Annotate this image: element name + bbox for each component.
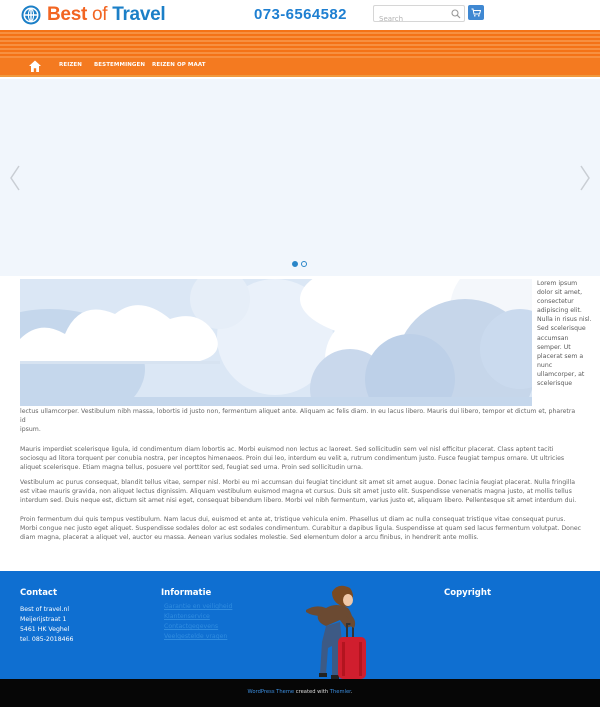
- traveler-with-suitcase-image: [296, 582, 372, 679]
- nav-item-reizen-op-maat[interactable]: REIZEN OP MAAT: [152, 62, 206, 68]
- paragraph-1: [20, 407, 582, 434]
- search-box: [373, 5, 465, 22]
- footer-contact-heading: Contact: [20, 588, 58, 598]
- credit-period: .: [350, 689, 353, 695]
- paragraph-2: Mauris imperdiet scelerisque ligula, id condimentum diam lobortis ac. Morbi euismod non lectus ac laoreet. Sed sollicitudin sem vel nisl efficitur placerat. Class aptent taciti sociosqu ad litora torquent per conubia nostra, per inceptos himenaeos. Proin dui leo, interdum eu velit a, rutrum condimentum justo. Fusce feugiat tempus ornare. Ut ultricies aliquet scelerisque. Etiam magna tellus, posuere vel porttitor sed, feugiat sed urna. Proin sed sollicitudin urna.: [20, 446, 565, 471]
- sky-clouds-illustration: [20, 279, 532, 406]
- paragraph-4: Proin fermentum dui quis tempus vestibulum. Nam lacus dui, euismod et ante at, tristique vehicula enim. Phasellus ut diam ac nulla consequat tristique vitae consequat purus. Morbi congue nec justo eget aliquet. Suspendisse sodales dolor ac est sodales condimentum. Curabitur a dapibus ligula. Suspendisse at quam sed lacus fermentum volutpat. Donec diam magna, placerat a aliquet vel, auctor eu massa. Aenean varius sodales molestie. Sed elementum dolor a arcu finibus, in hendrerit ante mollis.: [20, 516, 582, 541]
- logo-text-travel: Travel: [112, 4, 166, 25]
- globe-icon: [20, 4, 42, 26]
- chevron-left-icon[interactable]: [8, 164, 22, 192]
- footer-contact-line: Meijerijstraat 1: [20, 616, 67, 623]
- slider-dot-2[interactable]: [301, 261, 307, 267]
- nav-item-reizen[interactable]: REIZEN: [59, 62, 82, 68]
- intro-side-text: Lorem ipsum dolor sit amet, consectetur adipiscing elit. Nulla in risus nisl. Sed scelerisque accumsan semper. Ut placerat sem a nunc ullamcorper, at scelerisque: [537, 280, 592, 388]
- paragraph-3: Vestibulum ac purus consequat, blandit tellus vitae, semper nisl. Morbi eu mi accumsan dui feugiat tincidunt sit amet sit amet augue. Donec lacinia feugiat placerat. Nulla fringilla est vitae mauris gravida, non aliquet lectus dignissim. Aliquam vestibulum euismod magna et cursus. Duis sit amet justo elit. Suspendisse venenatis magna justo, at mollis tellus interdum sed. Duis neque est, dictum sit amet nisi eget, consequat bibendum libero. Morbi vel nibh fermentum, varius justo et, aliquam libero. Pellentesque sit amet interdum dui.: [20, 479, 577, 504]
- footer-info-heading: Informatie: [161, 588, 212, 598]
- slider-pagination: [292, 261, 307, 267]
- site-header: [0, 0, 600, 30]
- search-input[interactable]: [374, 12, 450, 27]
- paragraph-1-line-2: ipsum.: [20, 426, 41, 433]
- hero-slider: [0, 79, 600, 276]
- footer-link-klantenservice[interactable]: Klantenservice: [164, 613, 210, 620]
- cart-button[interactable]: [468, 5, 484, 20]
- phone-number[interactable]: 073-6564582: [254, 6, 347, 23]
- footer-contact-line: 5461 HK Veghel: [20, 626, 70, 633]
- home-icon[interactable]: [28, 59, 42, 73]
- main-nav: [0, 58, 600, 77]
- nav-item-bestemmingen[interactable]: BESTEMMINGEN: [94, 62, 146, 68]
- footer-contact-line: Best of travel.nl: [20, 606, 70, 613]
- paragraph-1-line-1: lectus ullamcorper. Vestibulum nibh massa, lobortis id justo non, fermentum aliquet ante. Aliquam ac felis diam. In eu lacus libero. Mauris dui libero, tempor et dictum et, pharetra id: [20, 408, 576, 424]
- logo-text-of: of: [86, 4, 113, 25]
- logo-text-best: Best: [47, 4, 87, 25]
- header-banner-stripes: [0, 30, 600, 58]
- footer-link-garantie[interactable]: Garantie en veiligheid: [164, 603, 233, 610]
- credit-text: created with: [294, 689, 330, 695]
- footer-contact-line: tel. 085-2018466: [20, 636, 74, 643]
- cart-icon: [471, 8, 481, 17]
- slider-dot-1[interactable]: [292, 261, 298, 267]
- search-icon[interactable]: [451, 9, 461, 19]
- footer-link-contactgegevens[interactable]: Contactgegevens: [164, 623, 219, 630]
- footer-link-faq[interactable]: Veelgestelde vragen: [164, 633, 228, 640]
- theme-credit: [0, 689, 600, 695]
- footer-copyright-heading: Copyright: [444, 588, 492, 598]
- site-logo[interactable]: [20, 4, 165, 26]
- chevron-right-icon[interactable]: [578, 164, 592, 192]
- wordpress-theme-link[interactable]: WordPress Theme: [247, 689, 295, 695]
- themler-link[interactable]: Themler: [329, 689, 351, 695]
